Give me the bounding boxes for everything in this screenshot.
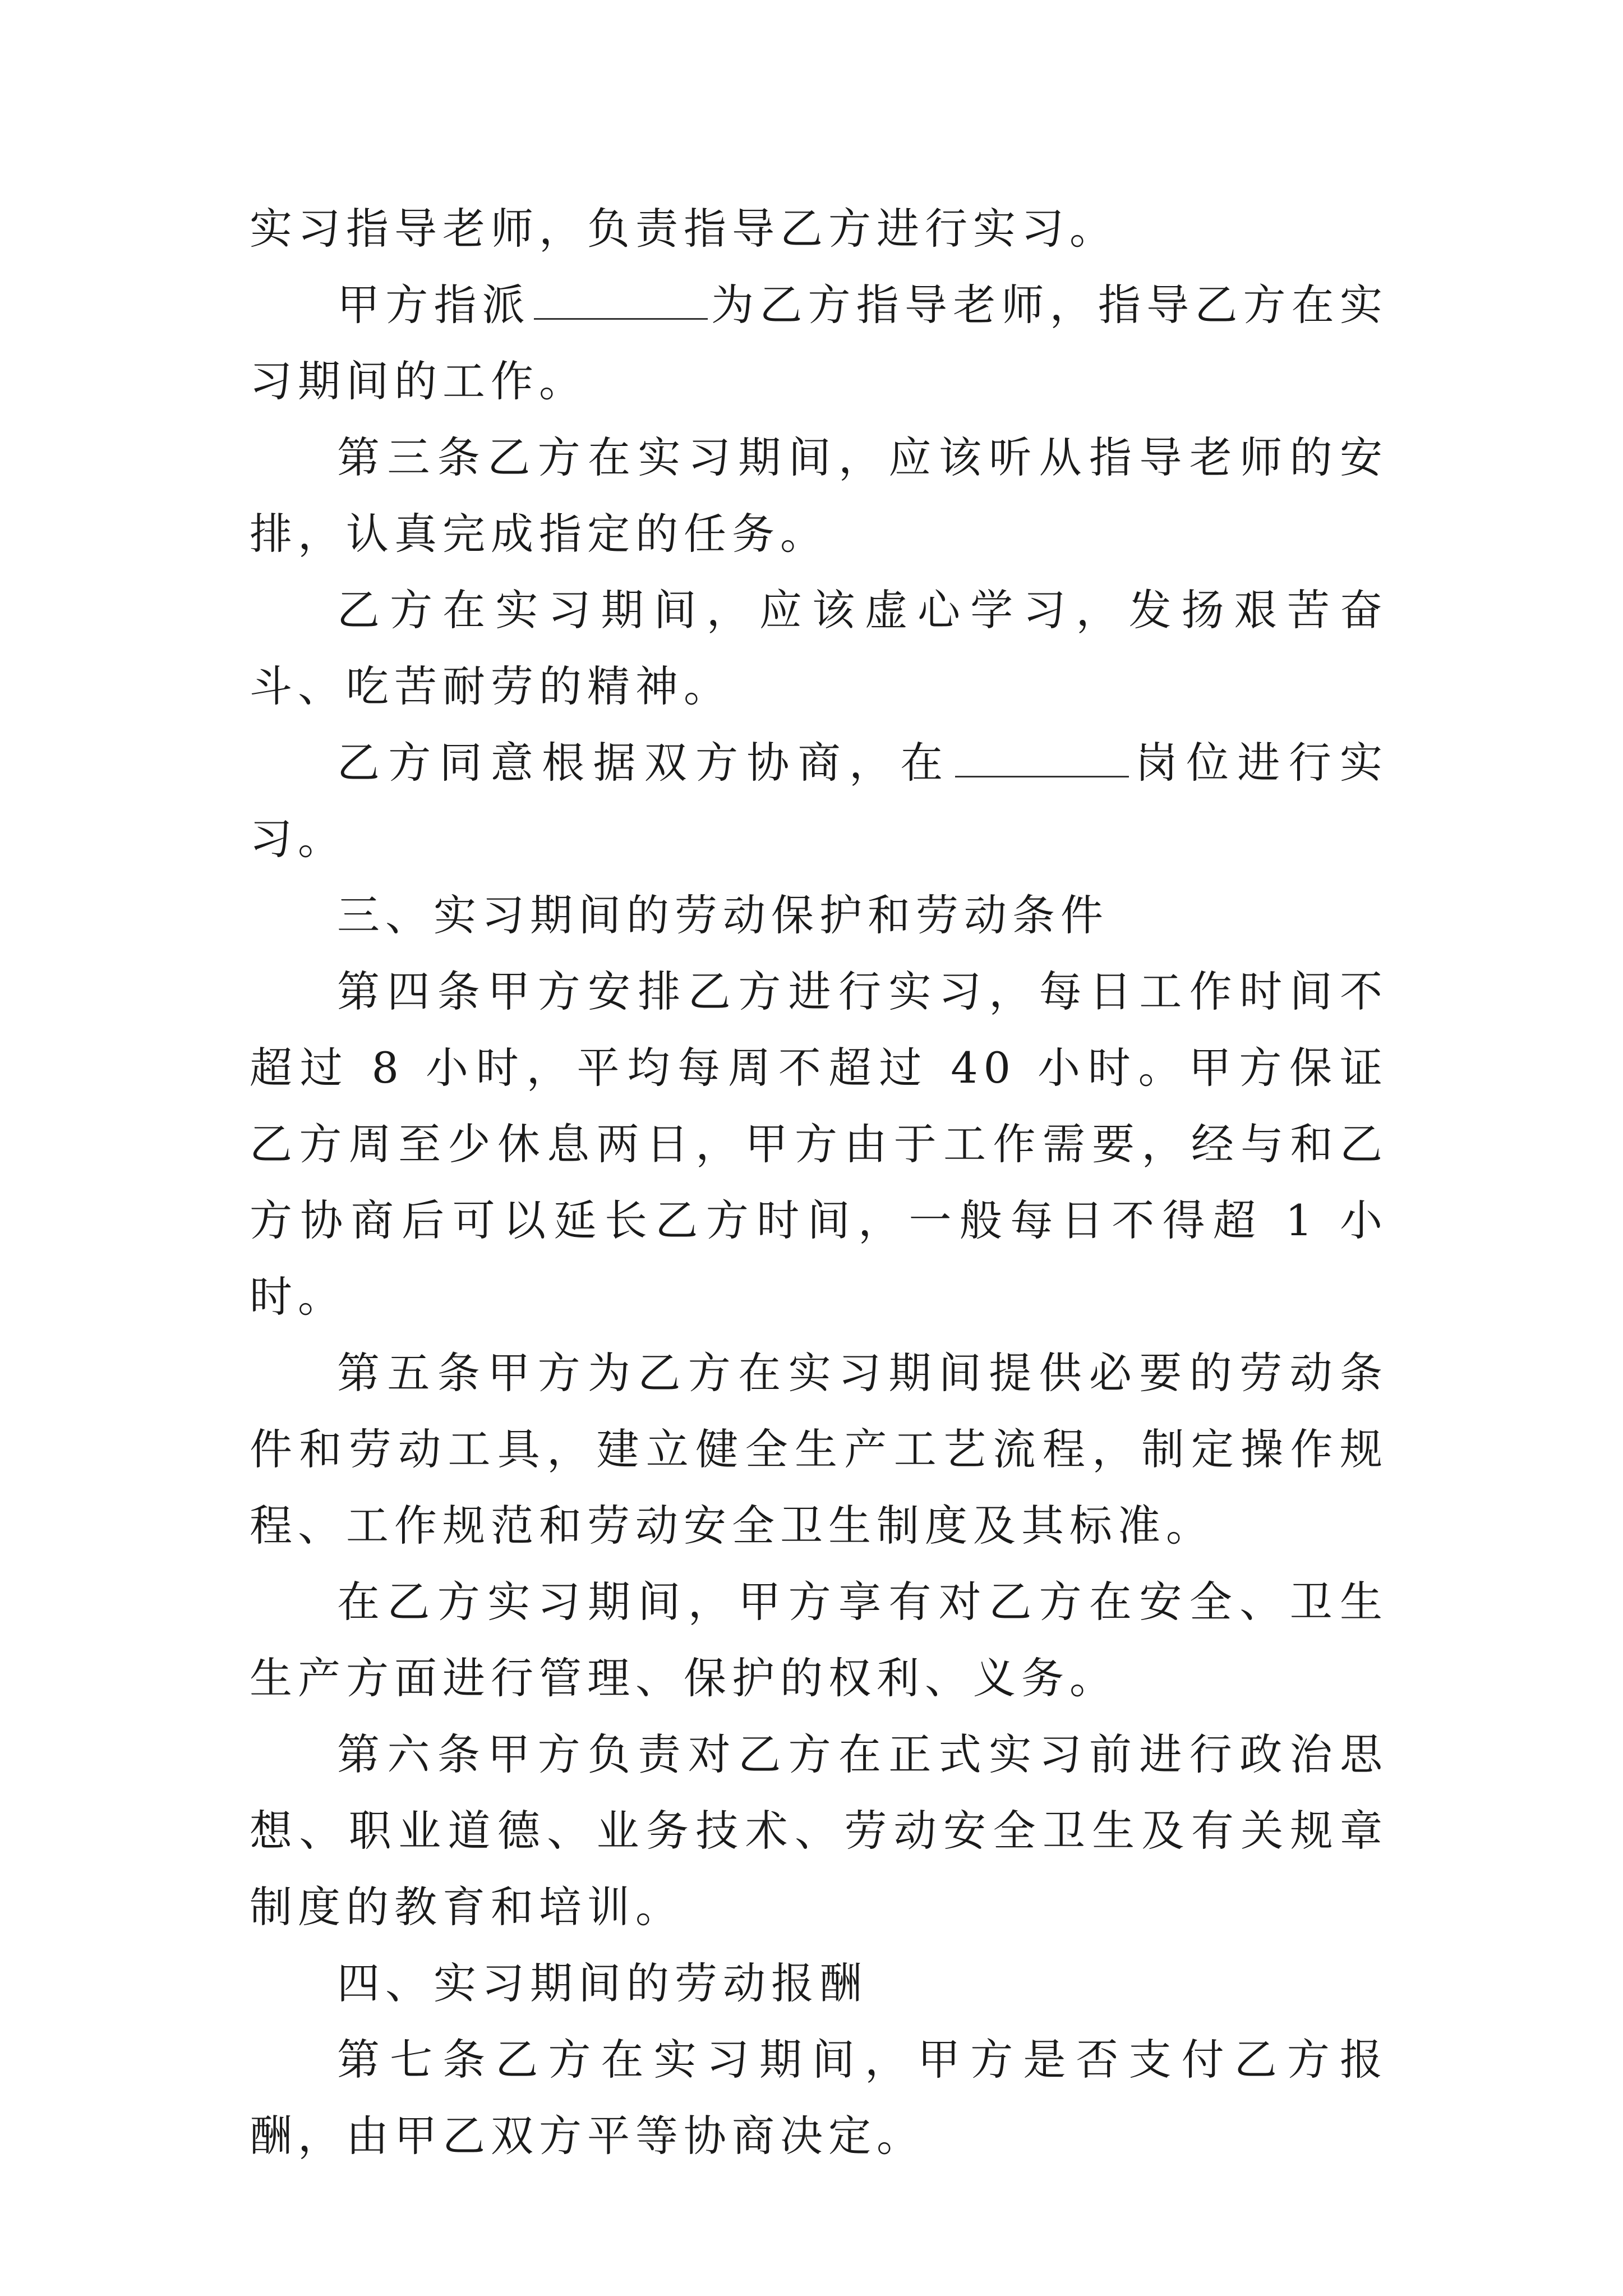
- paragraph-assign-supervisor: [250, 267, 1388, 420]
- paragraph-study-attitude: 乙方在实习期间，应该虚心学习，发扬艰苦奋斗、吃苦耐劳的精神。: [250, 585, 1388, 711]
- section-heading-4: 四、实习期间的劳动报酬: [337, 1958, 868, 2008]
- text-before-blank: 甲方指派: [337, 280, 531, 330]
- article-5: 第五条甲方为乙方在实习期间提供必要的劳动条件和劳动工具，建立健全生产工艺流程，制定操作规程、工作规范和劳动安全卫生制度及其标准。: [250, 1348, 1388, 1550]
- article-3: 第三条乙方在实习期间，应该听从指导老师的安排，认真完成指定的任务。: [250, 432, 1388, 559]
- article-6: 第六条甲方负责对乙方在正式实习前进行政治思想、职业道德、业务技术、劳动安全卫生及有关规章制度的教育和培训。: [250, 1729, 1388, 1932]
- article-7: 第七条乙方在实习期间，甲方是否支付乙方报酬，由甲乙双方平等协商决定。: [250, 2035, 1388, 2161]
- article-4: 第四条甲方安排乙方进行实习，每日工作时间不超过 8 小时，平均每周不超过 40 小时。甲方保证乙方周至少休息两日，甲方由于工作需要，经与和乙方协商后可以延长乙方时间，一般每日不得超 1 小时。: [250, 967, 1388, 1322]
- paragraph-position: [250, 725, 1388, 877]
- paragraph-safety-rights: 在乙方实习期间，甲方享有对乙方在安全、卫生生产方面进行管理、保护的权利、义务。: [250, 1577, 1388, 1703]
- paragraph-continuation: 实习指导老师，负责指导乙方进行实习。: [250, 204, 1118, 254]
- document-page: [250, 191, 1388, 2174]
- supervisor-name-blank: [534, 312, 708, 320]
- text-before-blank: 乙方同意根据双方协商，在: [337, 738, 952, 788]
- text-after-blank: 岗位进行实习。: [250, 738, 1389, 864]
- section-heading-3: 三、实习期间的劳动保护和劳动条件: [337, 890, 1109, 940]
- position-blank: [955, 770, 1129, 777]
- text-after-blank: 为乙方指导老师，指导乙方在实习期间的工作。: [250, 280, 1389, 406]
